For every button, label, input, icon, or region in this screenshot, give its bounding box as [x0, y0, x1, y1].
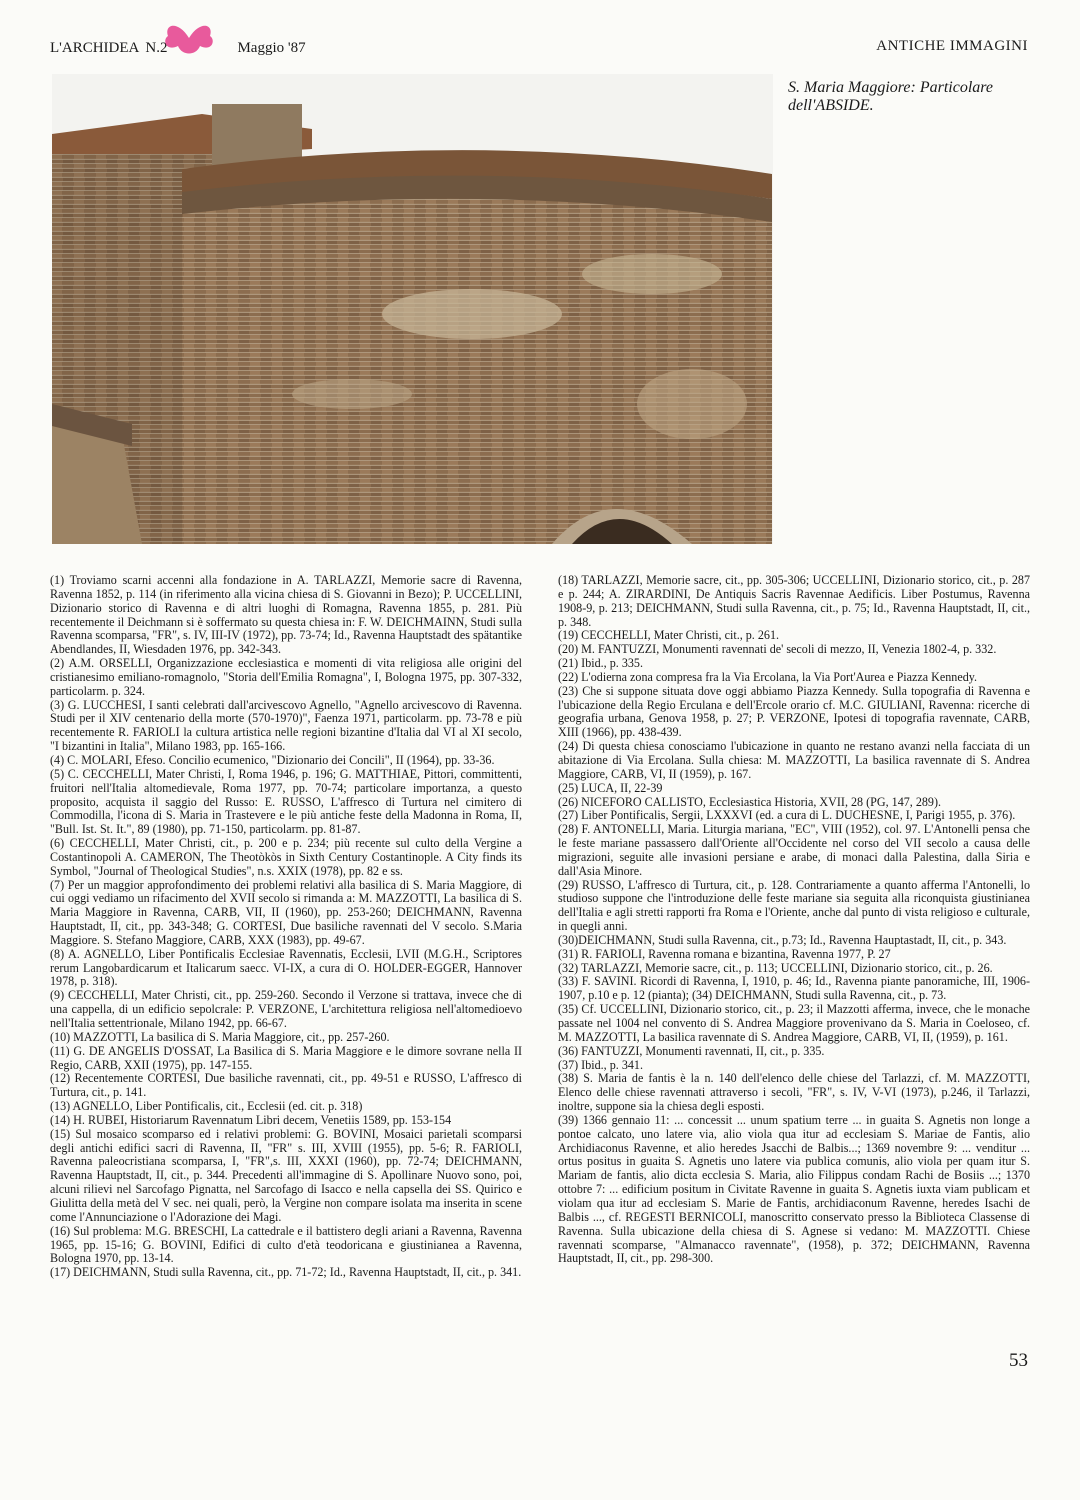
footnote: (23) Che si suppone situata dove oggi abbiamo Piazza Kennedy. Sulla topografia di Ravenna e l'ubicazione della Regio Erculana e dell'Ercole orario cf. M.C. GIULIANI, Ravenna: ricerche di geografia urbana, Genova 1958, p. 27; P. VERZONE, Ipotesi di topografia ravennate, CARB, XIII (1966), pp. 438-439. [558, 683, 1030, 740]
footnote: (16) Sul problema: M.G. BRESCHI, La cattedrale e il battistero degli ariani a Ravenna, Ravenna 1965, pp. 15-16; G. BOVINI, Edifici di culto d'età teodoricana e giustinianea a Ravenna, Bologna 1970, pp. 13-14. [50, 1223, 522, 1266]
orchid-logo-icon [160, 18, 218, 58]
footnote: (4) C. MOLARI, Efeso. Concilio ecumenico, "Dizionario dei Concili", II (1964), pp. 33-36. [50, 752, 495, 767]
footnote: (7) Per un maggior approfondimento dei problemi relativi alla basilica di S. Maria Maggiore, di cui oggi vediamo un rifacimento del XVII secolo si rimanda a: M. MAZZOTTI, La basilica di S. Maria Maggiore in Ravenna, CARB, VII, II (1960), pp. 253-260; DEICHMANN, Ravenna Hauptstadt, II, cit., pp. 343-348; G. CORTESI, Due basiliche ravennati del V secolo. S.Maria Maggiore. S. Stefano Maggiore, CARB, XXX (1983), pp. 49-67. [50, 877, 522, 947]
section-title: ANTICHE IMMAGINI [876, 38, 1028, 54]
footnotes-left-column [50, 574, 522, 1280]
footnote: (39) 1366 gennaio 11: ... concessit ... unum spatium terre ... in guaita S. Agnetis non longe a pontoe calcato, uno latere via, alio viola qua itur ad ecclesiam S. Mariae de Fantis, alio Archidiaconus Ravenne, et alio heredes Jsacchi de Balbis...; 1369 novembre 9: ... venditur ... ortus positus in guaita S. Agnetis uno latere via publica comunis, alio viola per quam itur S. Mariam de fantis, alio dicta ecclesia S. Maria, alio Filippus condam Rachi de Bosiis ...; 1370 ottobre 7: ... edificium positum in Civitate Ravenne in guaita S. Agnetis iuxta viam publicam et violam qua itur ad ecclesiam S. Marie de Fantis, archidiaconum Ravenne, heredes Isachi de Balbis ..., cf. REGESTI BERNICOLI, manoscritto conservato presso la Biblioteca Classense di Ravenna. Sulla ubicazione della chiesa di S. Agnese si vedano: M. MAZZOTTI. Chiese ravennati scomparse, "Almanacco ravennate", (1958), p. 372; DEICHMANN, Ravenna Hauptstadt, II, cit., pp. 298-300. [558, 1112, 1030, 1266]
footnote: (27) Liber Pontificalis, Sergii, LXXXVI (ed. a cura di L. DUCHESNE, I, Parigi 1955, p. 376). [558, 808, 1016, 823]
footnote: (18) TARLAZZI, Memorie sacre, cit., pp. 305-306; UCCELLINI, Dizionario storico, cit., p. 287 e p. 244; A. ZIRARDINI, De Antiquis Sacris Ravennae Aedificis. Liber Postumus, Ravenna 1908-9, p. 213; DEICHMANN, Studi sulla Ravenna, cit., p. 75; Id., Ravenna Hauptstadt, II, cit., p. 348. [558, 573, 1030, 629]
footnote: (9) CECCHELLI, Mater Christi, cit., pp. 259-260. Secondo il Verzone si trattava, invece che di una cappella, di un edificio sepolcrale: P. VERZONE, L'architettura religiosa nell'altomedioevo nell'Italia settentrionale, Milano 1942, pp. 66-67. [50, 988, 522, 1030]
footnote: (26) NICEFORO CALLISTO, Ecclesiastica Historia, XVII, 28 (PG, 147, 289). [558, 794, 942, 809]
footnote: (5) C. CECCHELLI, Mater Christi, I, Roma 1946, p. 196; G. MATTHIAE, Pittori, committenti, fruitori nell'Italia altomedievale, Roma 1977, pp. 70-74; particolare importanza, a questo proposito, acquista il saggio del Russo: E. RUSSO, L'affresco di Turtura nel cimitero di Commodilla, l'icona di S. Maria in Trastevere e le più antiche feste della Madonna in Roma, II, "Bull. Ist. St. It.", 89 (1980), pp. 71-150, particolarm. pp. 81-87. [50, 766, 522, 837]
footnote: (29) RUSSO, L'affresco di Turtura, cit., p. 128. Contrariamente a quanto afferma l'Antonelli, lo studioso suppone che l'introduzione delle feste mariane sia seguita alla riconquista giustinianea dell'Italia e agli stretti rapporti fra Roma e l'Oriente, anche dal punto di vista religioso e culturale, in quegli anni. [558, 877, 1030, 934]
footnote: (21) Ibid., p. 335. [558, 656, 643, 671]
footnote: (25) LUCA, II, 22-39 [558, 780, 663, 795]
footnote: (3) G. LUCCHESI, I santi celebrati dall'arcivescovo Agnello, "Agnello arcivescovo di Ravenna. Studi per il XIV centenario della morte (570-1970)", Faenza 1971, particolarm. pp. 73-78 e più recentemente R. FARIOLI la cultura artistica nelle regioni bizantine d'Italia dal VI al XI secolo, "I bizantini in Italia", Milano 1983, pp. 165-166. [50, 697, 522, 754]
caption-line-1: S. Maria Maggiore: Particolare [788, 79, 994, 96]
footnote: (31) R. FARIOLI, Ravenna romana e bizantina, Ravenna 1977, P. 27 [558, 946, 891, 961]
footnote: (30)DEICHMANN, Studi sulla Ravenna, cit., p.73; Id., Ravenna Hauptastadt, II, cit., p. 343. [558, 932, 1007, 947]
footnote: (22) L'odierna zona compresa fra la Via Ercolana, la Via Port'Aurea e Piazza Kennedy. [558, 669, 978, 684]
footnote: (6) CECCHELLI, Mater Christi, cit., p. 200 e p. 234; più recente sul culto della Vergine a Costantinopoli A. CAMERON, The Theotòkòs in Sixth Century Costantinople. A City finds its Symbol, "Journal of Theological Studies", n.s. XXIX (1978), pp. 82 e ss. [50, 836, 522, 878]
photo-caption [788, 79, 1038, 115]
caption-line-2: dell'ABSIDE. [788, 97, 874, 114]
footnote: (28) F. ANTONELLI, Maria. Liturgia mariana, "EC", VIII (1952), col. 97. L'Antonelli pensa che le feste mariane passassero dall'Oriente all'Occidente nel corso del VII secolo a causa delle migrazioni, seguite alle invasioni persiane e arabe, di monaci dalla Palestina, dalla Siria e dall'Asia Minore. [558, 822, 1030, 878]
footnote: (2) A.M. ORSELLI, Organizzazione ecclesiastica e momenti di vita religiosa alle origini del cristianesimo emiliano-romagnolo, "Storia dell'Emilia Romagna", I, Bologna 1975, pp. 307-332, particolarm. p. 324. [50, 656, 522, 698]
footnote: (11) G. DE ANGELIS D'OSSAT, La Basilica di S. Maria Maggiore e le dimore sovrane nella II Regio, CARB, XXII (1975), pp. 147-155. [50, 1043, 522, 1072]
footnote: (32) TARLAZZI, Memorie sacre, cit., p. 113; UCCELLINI, Dizionario storico, cit., p. 26. [558, 960, 993, 975]
footnotes-right-column [558, 574, 1030, 1266]
footnote: (24) Di questa chiesa conosciamo l'ubicazione in quanto ne restano avanzi nella facciata di un abitazione di Via Ercolana. Sulla chiesa: M. MAZZOTTI, La basilica ravennate di S. Andrea Maggiore, CARB, VI, II (1959), p. 167. [558, 739, 1030, 781]
footnote: (38) S. Maria de fantis è la n. 140 dell'elenco delle chiese del Tarlazzi, cf. M. MAZZOTTI, Elenco delle chiese ravennati attraverso i secoli, "FR", s. IV, V-VI (1973), p.246, il Tarlazzi, inoltre, suppone sia la chiesa degli esposti. [558, 1071, 1030, 1114]
footnote: (33) F. SAVINI. Ricordi di Ravenna, I, 1910, p. 46; Id., Ravenna piante panoramiche, III, 1906-1907, p.10 e p. 12 (pianta); (34) DEICHMANN, Studi sulla Ravenna, cit., p. 73. [558, 974, 1030, 1003]
footnote: (13) AGNELLO, Liber Pontificalis, cit., Ecclesii (ed. cit. p. 318) [50, 1099, 363, 1114]
apse-photo-image [52, 74, 773, 544]
footnote: (10) MAZZOTTI, La basilica di S. Maria Maggiore, cit., pp. 257-260. [50, 1029, 390, 1044]
issue-number: N.2 [145, 39, 168, 56]
apse-photo [52, 74, 773, 544]
footnote: (36) FANTUZZI, Monumenti ravennati, II, cit., p. 335. [558, 1043, 825, 1058]
footnote: (14) H. RUBEI, Historiarum Ravennatum Libri decem, Venetiis 1589, pp. 153-154 [50, 1112, 452, 1127]
page-number: 53 [1009, 1350, 1028, 1371]
footnote: (17) DEICHMANN, Studi sulla Ravenna, cit., pp. 71-72; Id., Ravenna Hauptstadt, II, cit., p. 341. [50, 1265, 522, 1280]
footnote: (1) Troviamo scarni accenni alla fondazione in A. TARLAZZI, Memorie sacre di Ravenna, Ravenna 1852, p. 114 (in riferimento alla vicina chiesa di S. Giovanni in Bezo); P. UCCELLINI, Dizionario storico di Ravenna e di altri luoghi di Romagna, Ravenna 1855, p. 281. Più recentemente il Deichmann si è soffermato su questa chiesa in: F. W. DEICHMAINN, Studi sulla Ravenna scomparsa, "FR", s. IV, III-IV (1972), pp. 73-74; Id., Ravenna Hauptstadt des spätantike Abendlandes, II, Wiesdaden 1976, pp. 342-343. [50, 573, 522, 657]
footnote: (12) Recentemente CORTESI, Due basiliche ravennati, cit., pp. 49-51 e RUSSO, L'affresco di Turtura, cit., p. 141. [50, 1071, 522, 1100]
footnote: (19) CECCHELLI, Mater Christi, cit., p. 261. [558, 628, 780, 643]
footnote: (37) Ibid., p. 341. [558, 1057, 643, 1072]
issue-date: Maggio '87 [237, 39, 306, 56]
footnote: (20) M. FANTUZZI, Monumenti ravennati de' secoli di mezzo, II, Venezia 1802-4, p. 332. [558, 642, 997, 657]
magazine-name: L'ARCHIDEA [50, 39, 140, 56]
footnote: (8) A. AGNELLO, Liber Pontificalis Ecclesiae Ravennatis, Ecclesii, LVII (M.G.H., Scriptores rerum Langobardicarum et Italicarum saecc. VI-IX, a cura di O. HOLDER-EGGER, Hannover 1978, p. 318). [50, 946, 522, 989]
footnote: (15) Sul mosaico scomparso ed i relativi problemi: G. BOVINI, Mosaici parietali scomparsi degli antichi edifici sacri di Ravenna, II, "FR" s. III, XVIII (1955), pp. 5-6; R. FARIOLI, Ravenna paleocristiana scomparsa, I, "FR",s. III, XXXI (1960), pp. 72-74; DEICHMANN, Ravenna Hauptstadt, II, cit., p. 344. Precedenti all'immagine di S. Apollinare Nuovo sono, poi, alcuni rilievi nel Sarcofago Pignatta, nel Sarcofago di Isacco e nella capsella dei SS. Quirico e Giulitta della metà del V sec. nei quali, però, la Vergine non compare isolata ma inserita in scene come l'Annunciazione o l'Adorazione dei Magi. [50, 1126, 522, 1224]
footnote: (35) Cf. UCCELLINI, Dizionario storico, cit., p. 23; il Mazzotti afferma, invece, che le monache passate nel 1004 nel convento di S. Andrea Maggiore provenivano da S. Maria in Coeloseo, cf. M. MAZZOTTI, La basilica ravennate di S. Andrea Maggiore, CARB, VI, II, (1959), p. 161. [558, 1002, 1030, 1044]
